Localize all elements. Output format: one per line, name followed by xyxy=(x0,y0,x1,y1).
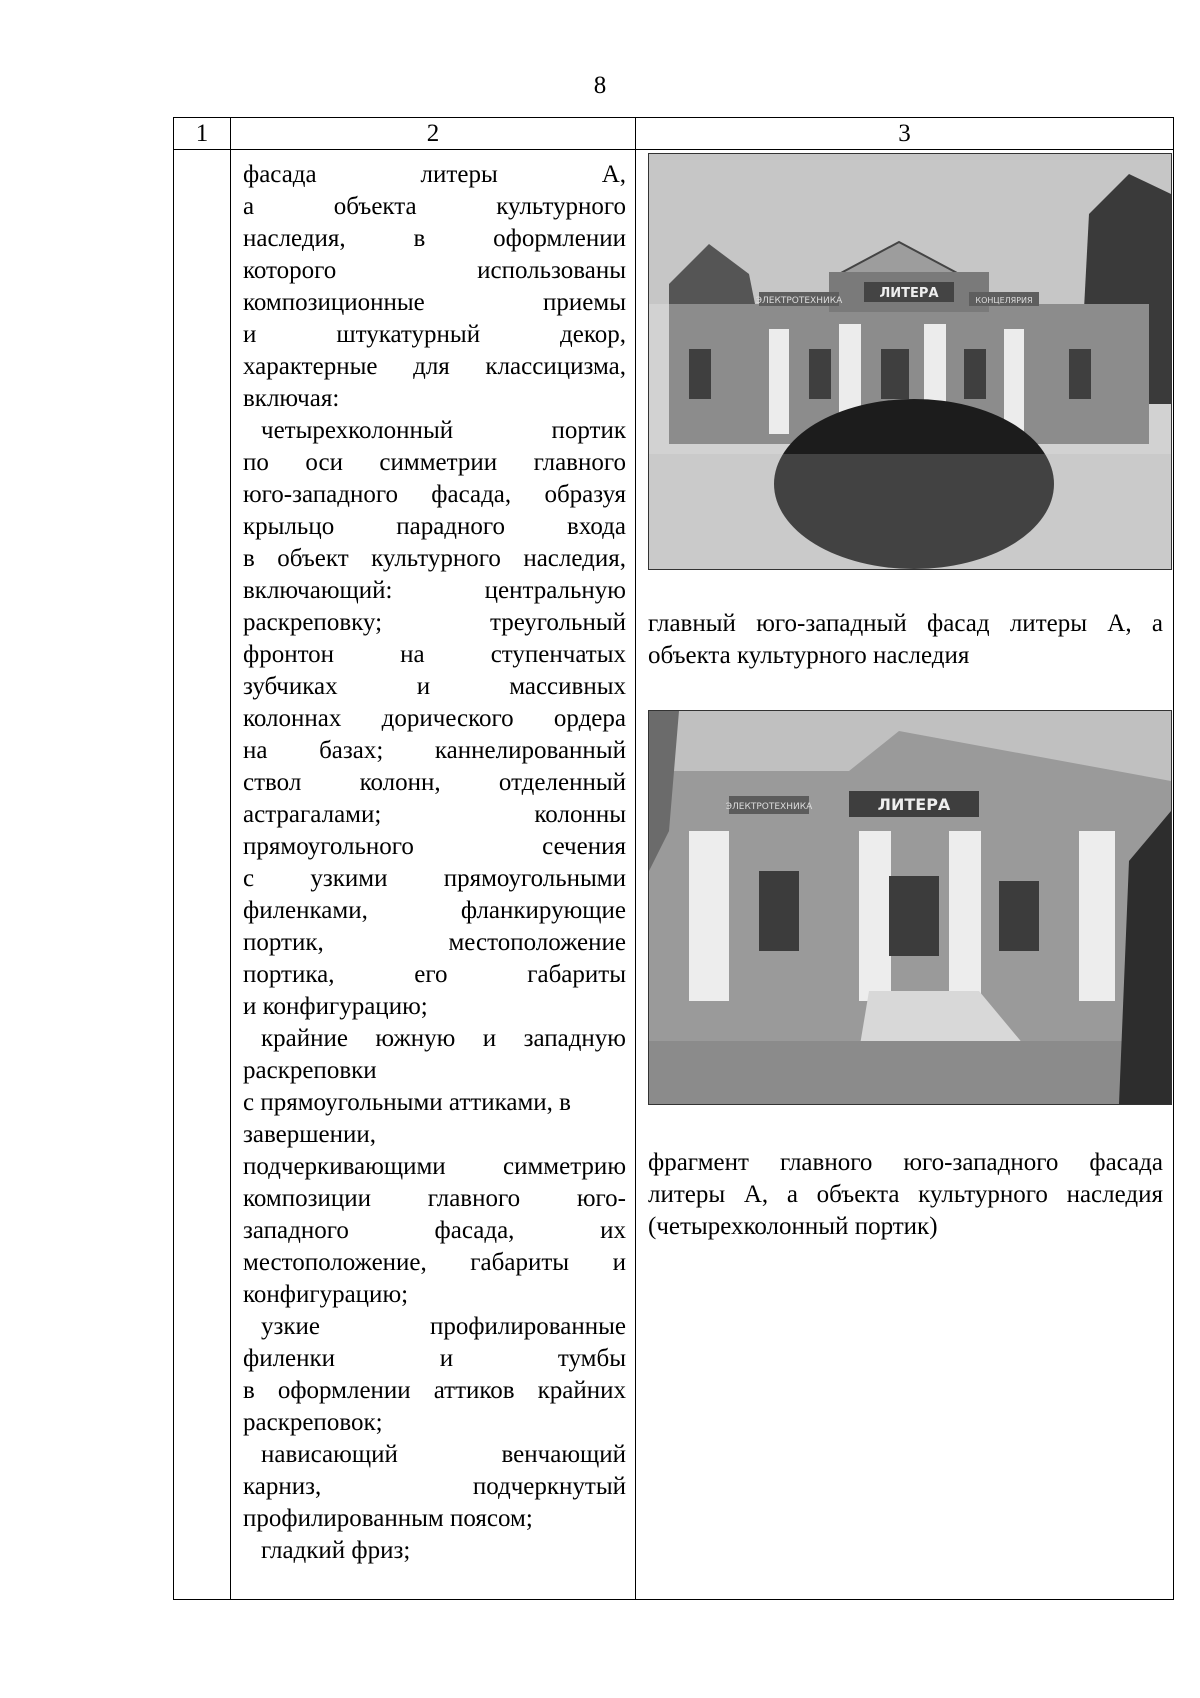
text-line: включая: xyxy=(243,385,340,412)
text-line: включающий: центральную xyxy=(243,577,626,604)
text-line: которого использованы xyxy=(243,257,626,284)
cell-col-2 xyxy=(231,150,636,1600)
sign-text: ЭЛЕКТРОТЕХНИКА xyxy=(755,296,843,306)
facade-photo xyxy=(648,153,1172,570)
monument-table xyxy=(173,117,1174,1600)
text-line: раскреповок; xyxy=(243,1409,383,1436)
text-line: фасада литеры А, xyxy=(243,161,626,188)
header-col-1: 1 xyxy=(174,118,231,150)
text-line: конфигурацию; xyxy=(243,1281,409,1308)
text-line: фронтон на ступенчатых xyxy=(243,641,626,668)
text-line: филенками, фланкирующие xyxy=(243,897,626,924)
table-body-row xyxy=(174,150,1174,1600)
text-line: завершении, xyxy=(243,1121,376,1148)
text-line: филенки и тумбы xyxy=(243,1345,626,1372)
text-line: крыльцо парадного входа xyxy=(243,513,626,540)
text-line: портик, местоположение xyxy=(243,929,626,956)
text-line: нависающий венчающий xyxy=(261,1441,626,1468)
portico-photo xyxy=(648,710,1172,1105)
text-line: композиционные приемы xyxy=(243,289,626,316)
text-line: а объекта культурного xyxy=(243,193,626,220)
header-col-3: 3 xyxy=(636,118,1174,150)
sign-text: КОНЦЕЛЯРИЯ xyxy=(975,296,1033,305)
photo-caption: фрагмент главного юго-западного фасада литеры А, а объекта культурного наследия (четырехколонный портик) xyxy=(648,1149,1163,1240)
description-text xyxy=(231,150,635,1567)
text-line: юго-западного фасада, образуя xyxy=(243,481,626,508)
text-line: местоположение, габариты и xyxy=(243,1249,626,1276)
text-line: портика, его габариты xyxy=(243,961,626,988)
text-line: характерные для классицизма, xyxy=(243,353,626,380)
text-line: западного фасада, их xyxy=(243,1217,626,1244)
text-line: в оформлении аттиков крайних xyxy=(243,1377,626,1404)
text-line: на базах; каннелированный xyxy=(243,737,626,764)
table-header-row xyxy=(174,118,1174,150)
text-line: узкие профилированные xyxy=(261,1313,626,1340)
cell-col-1 xyxy=(174,150,231,1600)
text-line: астрагалами; колонны xyxy=(243,801,626,828)
text-line: гладкий фриз; xyxy=(261,1537,411,1564)
text-line: подчеркивающими симметрию xyxy=(243,1153,626,1180)
photo-caption: главный юго-западный фасад литеры А, а объекта культурного наследия xyxy=(648,610,1163,669)
text-line: раскреповку; треугольный xyxy=(243,609,626,636)
sign-text: ЭЛЕКТРОТЕХНИКА xyxy=(725,802,813,812)
text-line: раскреповки xyxy=(243,1057,377,1084)
text-line: с узкими прямоугольными xyxy=(243,865,626,892)
text-line: зубчиках и массивных xyxy=(243,673,626,700)
text-line: в объект культурного наследия, xyxy=(243,545,626,572)
text-line: крайние южную и западную xyxy=(261,1025,626,1052)
text-line: прямоугольного сечения xyxy=(243,833,626,860)
sign-text: ЛИТЕРА xyxy=(877,795,951,814)
text-line: колоннах дорического ордера xyxy=(243,705,626,732)
text-line: композиции главного юго- xyxy=(243,1185,626,1212)
text-line: профилированным поясом; xyxy=(243,1505,533,1532)
text-line: наследия, в оформлении xyxy=(243,225,626,252)
header-col-2: 2 xyxy=(231,118,636,150)
text-line: и штукатурный декор, xyxy=(243,321,626,348)
text-line: ствол колонн, отделенный xyxy=(243,769,626,796)
text-line: и конфигурацию; xyxy=(243,993,428,1020)
text-line: карниз, подчеркнутый xyxy=(243,1473,626,1500)
page-number: 8 xyxy=(593,72,607,99)
text-line: четырехколонный портик xyxy=(261,417,626,444)
cell-col-3 xyxy=(636,150,1174,1600)
text-line: с прямоугольными аттиками, в xyxy=(243,1089,571,1116)
text-line: по оси симметрии главного xyxy=(243,449,626,476)
sign-text: ЛИТЕРА xyxy=(879,286,939,301)
